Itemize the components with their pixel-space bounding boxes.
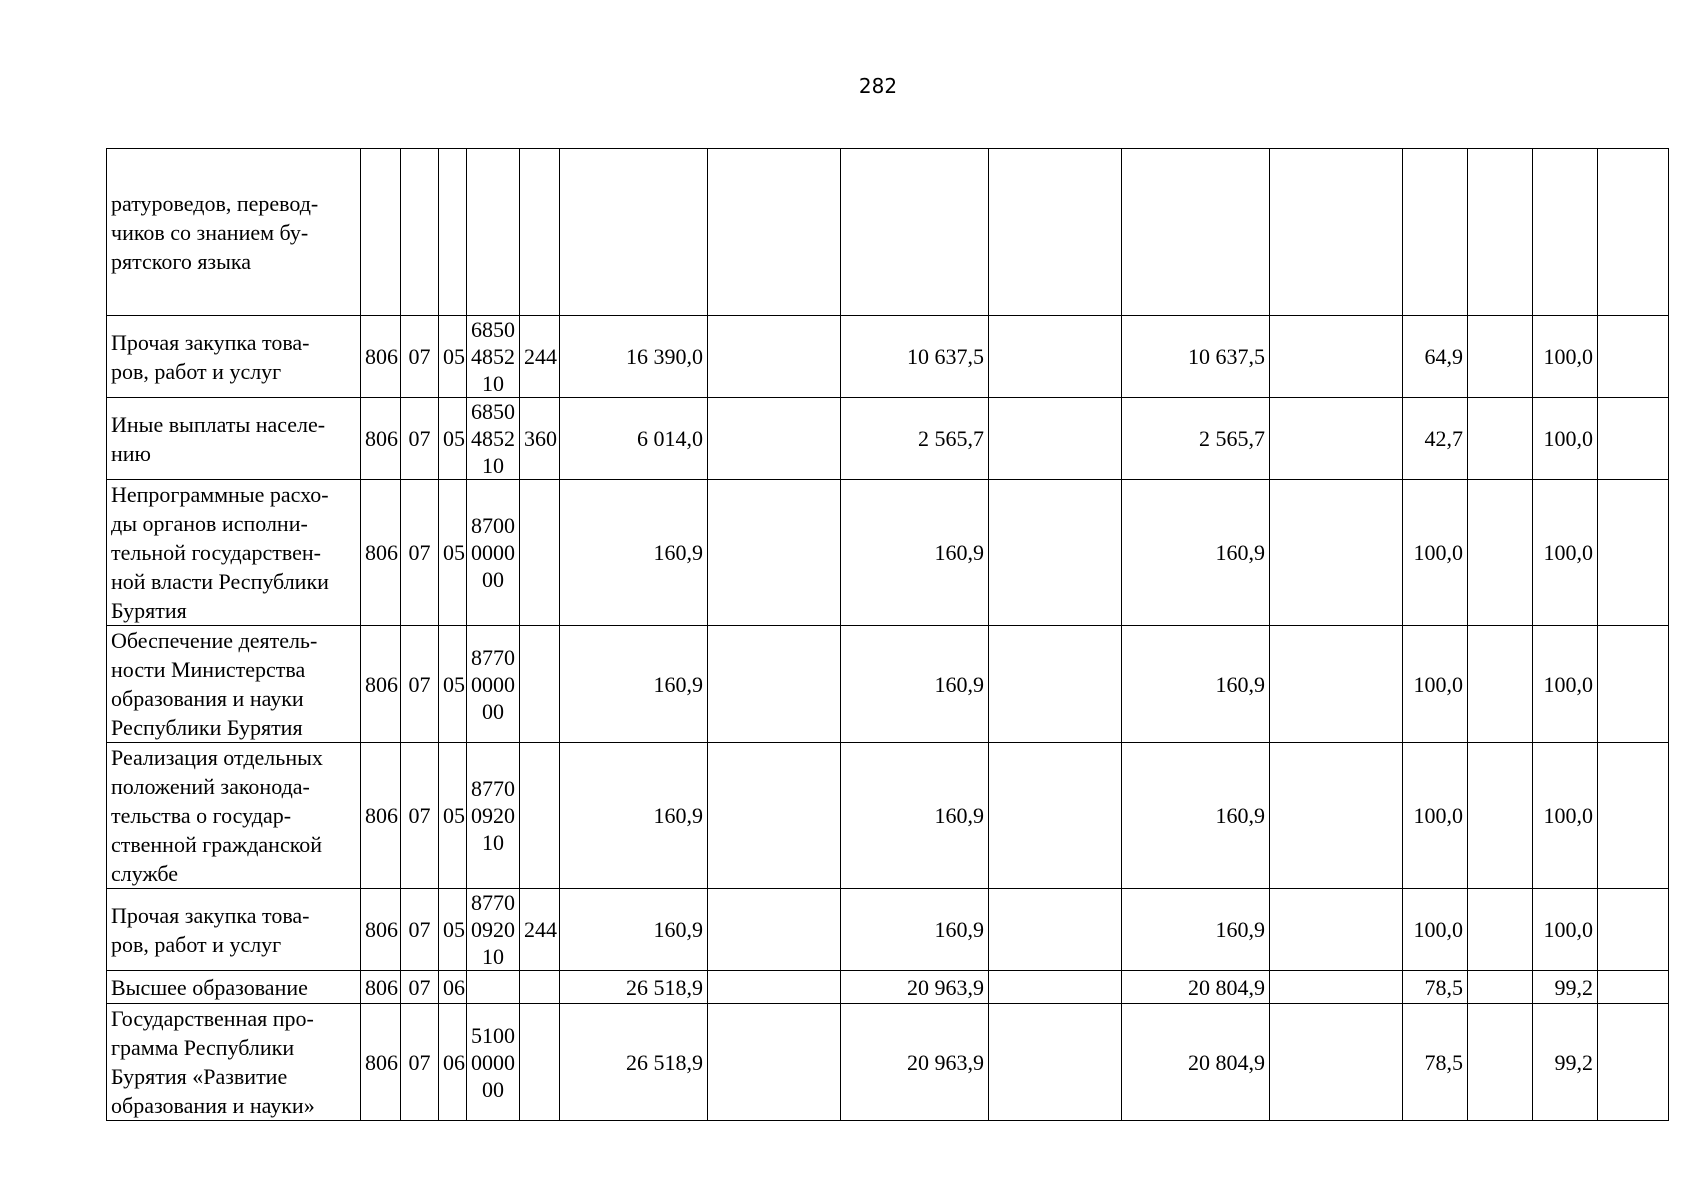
row-value-approved: 26 518,9: [560, 971, 708, 1004]
row-rz-code: 07: [401, 743, 439, 889]
csr-code-part: 00: [482, 567, 504, 592]
row-pr-code: 05: [439, 398, 467, 480]
table-row: [107, 626, 1669, 743]
table-row: [107, 743, 1669, 889]
empty-cell: [1468, 743, 1533, 889]
empty-cell: [1468, 149, 1533, 316]
row-pr-code: 05: [439, 316, 467, 398]
empty-cell: [989, 480, 1122, 626]
row-name-line: рятского языка: [111, 248, 252, 274]
csr-code-part: 0920: [471, 803, 515, 828]
empty-cell: [1598, 743, 1669, 889]
empty-cell: [1468, 480, 1533, 626]
row-gr-code: 806: [361, 889, 401, 971]
table-row: [107, 316, 1669, 398]
row-rz-code: 07: [401, 480, 439, 626]
row-value-planned: 20 963,9: [841, 971, 989, 1004]
row-value-planned: 20 963,9: [841, 1004, 989, 1121]
empty-cell: [1468, 1004, 1533, 1121]
csr-code-part: 4852: [471, 344, 515, 369]
csr-code-part: 8770: [471, 890, 515, 915]
csr-code-part: 6850: [471, 399, 515, 424]
row-percent-approved: 64,9: [1403, 316, 1468, 398]
row-value-planned: 10 637,5: [841, 316, 989, 398]
row-vr-code: [520, 149, 560, 316]
row-name-line: Бурятия «Развитие: [111, 1064, 288, 1089]
table-row: [107, 1004, 1669, 1121]
row-name: [107, 1004, 361, 1121]
empty-cell: [1270, 626, 1403, 743]
csr-code-part: 5100: [471, 1022, 515, 1048]
row-name: [107, 398, 361, 480]
row-name: [107, 743, 361, 889]
row-vr-code: 360: [520, 398, 560, 480]
table-row: [107, 398, 1669, 480]
row-percent-planned: 100,0: [1533, 398, 1598, 480]
budget-table: [106, 148, 1669, 1121]
empty-cell: [1598, 971, 1669, 1004]
empty-cell: [989, 889, 1122, 971]
row-value-executed: 160,9: [1122, 889, 1270, 971]
empty-cell: [708, 480, 841, 626]
row-name: [107, 316, 361, 398]
row-name-line: Государственная про-: [111, 1006, 314, 1031]
row-value-executed: 20 804,9: [1122, 1004, 1270, 1121]
row-name-line: ды органов исполни-: [111, 511, 308, 536]
row-vr-code: [520, 971, 560, 1004]
row-name-line: Прочая закупка това-: [111, 902, 310, 928]
csr-code-part: 10: [482, 830, 504, 855]
row-name-line: грамма Республики: [111, 1035, 295, 1060]
row-rz-code: 07: [401, 398, 439, 480]
empty-cell: [1598, 398, 1669, 480]
row-name: [107, 480, 361, 626]
empty-cell: [1468, 889, 1533, 971]
empty-cell: [1270, 971, 1403, 1004]
row-name-line: чиков со знанием бу-: [111, 219, 309, 245]
row-percent-approved: 78,5: [1403, 1004, 1468, 1121]
row-percent-planned: 100,0: [1533, 480, 1598, 626]
csr-code-part: 0000: [471, 1049, 515, 1075]
empty-cell: [1468, 398, 1533, 480]
empty-cell: [1468, 316, 1533, 398]
row-percent-planned: 99,2: [1533, 971, 1598, 1004]
csr-code-part: 8770: [471, 776, 515, 801]
row-value-approved: 160,9: [560, 889, 708, 971]
row-pr-code: 06: [439, 1004, 467, 1121]
row-name-line: образования и науки: [111, 686, 304, 711]
row-name-line: ной власти Республики: [111, 569, 329, 594]
empty-cell: [708, 626, 841, 743]
empty-cell: [1468, 626, 1533, 743]
row-percent-approved: 100,0: [1403, 626, 1468, 743]
row-pr-code: [439, 149, 467, 316]
empty-cell: [1270, 398, 1403, 480]
empty-cell: [1598, 149, 1669, 316]
empty-cell: [1598, 889, 1669, 971]
row-value-approved: 160,9: [560, 626, 708, 743]
row-percent-approved: 100,0: [1403, 743, 1468, 889]
row-value-executed: 2 565,7: [1122, 398, 1270, 480]
row-csr-code: [467, 743, 520, 889]
empty-cell: [1598, 316, 1669, 398]
empty-cell: [989, 743, 1122, 889]
row-vr-code: [520, 1004, 560, 1121]
row-csr-code: [467, 626, 520, 743]
empty-cell: [1598, 1004, 1669, 1121]
row-csr-code: [467, 316, 520, 398]
row-percent-approved: [1403, 149, 1468, 316]
empty-cell: [1270, 480, 1403, 626]
row-gr-code: 806: [361, 1004, 401, 1121]
row-name-line: ственной гражданской: [111, 832, 323, 857]
row-rz-code: 07: [401, 626, 439, 743]
empty-cell: [989, 398, 1122, 480]
csr-code-part: 6850: [471, 317, 515, 342]
row-percent-approved: 100,0: [1403, 889, 1468, 971]
row-value-planned: 160,9: [841, 889, 989, 971]
row-value-planned: 160,9: [841, 480, 989, 626]
row-rz-code: 07: [401, 971, 439, 1004]
row-value-executed: 160,9: [1122, 480, 1270, 626]
csr-code-part: 10: [482, 944, 504, 969]
row-value-planned: 160,9: [841, 626, 989, 743]
row-name-line: тельства о государ-: [111, 803, 292, 828]
row-pr-code: 05: [439, 743, 467, 889]
row-value-executed: 10 637,5: [1122, 316, 1270, 398]
row-vr-code: 244: [520, 316, 560, 398]
row-gr-code: 806: [361, 743, 401, 889]
row-name: [107, 889, 361, 971]
row-vr-code: [520, 743, 560, 889]
empty-cell: [989, 149, 1122, 316]
csr-code-part: 0920: [471, 917, 515, 942]
table-row: [107, 149, 1669, 316]
row-value-approved: 16 390,0: [560, 316, 708, 398]
empty-cell: [708, 971, 841, 1004]
row-gr-code: 806: [361, 398, 401, 480]
page-number: 282: [858, 74, 898, 98]
empty-cell: [1270, 1004, 1403, 1121]
empty-cell: [1598, 480, 1669, 626]
empty-cell: [708, 743, 841, 889]
row-value-approved: [560, 149, 708, 316]
empty-cell: [1598, 626, 1669, 743]
row-name-line: нию: [111, 440, 151, 466]
row-percent-planned: 100,0: [1533, 743, 1598, 889]
row-csr-code: [467, 149, 520, 316]
row-value-approved: 26 518,9: [560, 1004, 708, 1121]
row-pr-code: 06: [439, 971, 467, 1004]
row-name-line: Реализация отдельных: [111, 745, 323, 770]
row-pr-code: 05: [439, 889, 467, 971]
row-name: [107, 149, 361, 316]
row-vr-code: 244: [520, 889, 560, 971]
row-name-line: ров, работ и услуг: [111, 931, 282, 957]
table-row: [107, 971, 1669, 1004]
row-name-line: образования и науки»: [111, 1093, 315, 1118]
empty-cell: [1270, 889, 1403, 971]
row-percent-planned: 100,0: [1533, 889, 1598, 971]
row-name-line: ности Министерства: [111, 657, 306, 682]
empty-cell: [989, 971, 1122, 1004]
row-name-line: службе: [111, 861, 179, 886]
row-name-line: Непрограммные расхо-: [111, 482, 329, 507]
row-percent-approved: 78,5: [1403, 971, 1468, 1004]
row-value-executed: 160,9: [1122, 743, 1270, 889]
empty-cell: [708, 316, 841, 398]
row-name-line: положений законода-: [111, 774, 310, 799]
row-value-executed: 20 804,9: [1122, 971, 1270, 1004]
row-name-line: ратуроведов, перевод-: [111, 190, 319, 216]
row-vr-code: [520, 480, 560, 626]
empty-cell: [1468, 971, 1533, 1004]
csr-code-part: 0000: [471, 540, 515, 565]
row-value-approved: 160,9: [560, 480, 708, 626]
row-rz-code: 07: [401, 316, 439, 398]
row-pr-code: 05: [439, 626, 467, 743]
csr-code-part: 0000: [471, 671, 515, 697]
table-row: [107, 889, 1669, 971]
row-percent-planned: [1533, 149, 1598, 316]
row-gr-code: 806: [361, 480, 401, 626]
row-csr-code: [467, 398, 520, 480]
csr-code-part: 00: [482, 1076, 504, 1102]
empty-cell: [1270, 316, 1403, 398]
row-rz-code: 07: [401, 1004, 439, 1121]
empty-cell: [708, 149, 841, 316]
row-name-line: Республики Бурятия: [111, 715, 303, 740]
row-gr-code: 806: [361, 971, 401, 1004]
row-name-line: тельной государствен-: [111, 540, 322, 565]
row-csr-code: [467, 480, 520, 626]
row-rz-code: 07: [401, 889, 439, 971]
row-value-executed: 160,9: [1122, 626, 1270, 743]
row-value-approved: 6 014,0: [560, 398, 708, 480]
row-name-line: ров, работ и услуг: [111, 358, 282, 384]
row-name: [107, 971, 361, 1004]
empty-cell: [989, 1004, 1122, 1121]
row-csr-code: [467, 1004, 520, 1121]
row-percent-planned: 100,0: [1533, 316, 1598, 398]
row-pr-code: 05: [439, 480, 467, 626]
row-value-executed: [1122, 149, 1270, 316]
row-percent-planned: 99,2: [1533, 1004, 1598, 1121]
row-gr-code: [361, 149, 401, 316]
empty-cell: [989, 626, 1122, 743]
empty-cell: [989, 316, 1122, 398]
empty-cell: [1270, 149, 1403, 316]
row-name-line: Бурятия: [111, 598, 187, 623]
row-name-line: Высшее образование: [111, 974, 308, 1000]
row-percent-planned: 100,0: [1533, 626, 1598, 743]
csr-code-part: 8770: [471, 644, 515, 670]
empty-cell: [708, 1004, 841, 1121]
row-percent-approved: 100,0: [1403, 480, 1468, 626]
csr-code-part: 10: [482, 371, 504, 396]
row-value-approved: 160,9: [560, 743, 708, 889]
row-name-line: Обеспечение деятель-: [111, 628, 318, 653]
empty-cell: [708, 398, 841, 480]
table-row: [107, 480, 1669, 626]
row-name-line: Иные выплаты населе-: [111, 411, 326, 437]
row-gr-code: 806: [361, 626, 401, 743]
row-name: [107, 626, 361, 743]
row-value-planned: 2 565,7: [841, 398, 989, 480]
row-value-planned: 160,9: [841, 743, 989, 889]
csr-code-part: 00: [482, 698, 504, 724]
csr-code-part: 10: [482, 453, 504, 478]
csr-code-part: 4852: [471, 426, 515, 451]
row-csr-code: [467, 971, 520, 1004]
table-body: [107, 149, 1669, 1121]
row-gr-code: 806: [361, 316, 401, 398]
row-vr-code: [520, 626, 560, 743]
csr-code-part: 8700: [471, 513, 515, 538]
empty-cell: [708, 889, 841, 971]
row-percent-approved: 42,7: [1403, 398, 1468, 480]
row-name-line: Прочая закупка това-: [111, 329, 310, 355]
row-csr-code: [467, 889, 520, 971]
empty-cell: [1270, 743, 1403, 889]
row-rz-code: [401, 149, 439, 316]
row-value-planned: [841, 149, 989, 316]
